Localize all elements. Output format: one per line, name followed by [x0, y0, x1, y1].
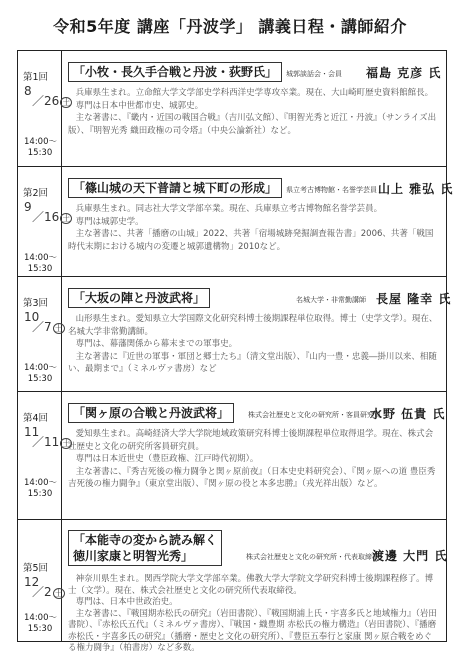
session-number: 第1回: [23, 72, 49, 83]
lecturer-bio: [68, 428, 440, 491]
bio-paragraph: 兵庫県生まれ。同志社大学文学部卒業。現在、兵庫県立考古博物館名誉学芸員。: [75, 204, 383, 214]
bio-paragraph: 主な著書に、『秀吉死後の権力闘争と関ヶ原前夜』（日本史史料研究会）、『関ヶ原への道 豊臣秀吉死後の権力闘争』（東京堂出版）、『関ヶ原の役と本多忠勝』（戎光祥出版）など。: [68, 466, 436, 489]
lecturer-bio: [68, 203, 440, 253]
date-cell: [18, 277, 62, 391]
date-cell: [18, 520, 62, 641]
date-cell: [18, 51, 71, 166]
bio-paragraph: 主な著書に、『畿内・近国の戦国合戦』（吉川弘文館）、『明智光秀と近江・丹波』（サンライズ出版）、『明智光秀 織田政権の司令塔』（中央公論新社）など。: [68, 113, 437, 136]
weekday: 土: [54, 589, 63, 598]
weekday: 土: [62, 214, 71, 223]
date-cell: [18, 167, 71, 276]
lecturer-bio: [68, 313, 440, 376]
lecture-row-2: [18, 166, 454, 276]
lecture-row-3: [18, 276, 452, 391]
lecturer-name: 長屋 隆幸 氏: [376, 292, 452, 306]
lecture-title: 「関ヶ原の合戦と丹波武将」: [68, 403, 234, 423]
lecture-date: 10 ／7 土: [24, 310, 63, 334]
lecture-row-1: [18, 51, 446, 166]
lecturer-name: 渡邊 大門 氏: [372, 549, 448, 563]
month: 8: [24, 84, 32, 98]
weekday: 土: [62, 98, 71, 107]
day: 7: [44, 320, 52, 334]
bio-paragraph: 神奈川県生まれ。関西学院大学文学部卒業。佛教大学大学院文学研究科博士後期課程修了。博士（文学）。現在、株式会社歴史と文化の研究所代表取締役。: [68, 574, 434, 596]
lecturer-affiliation: 株式会社歴史と文化の研究所・代表取締役: [246, 553, 379, 561]
lecture-time: 14:00～ 15:30: [24, 363, 57, 384]
lecture-content: [68, 287, 452, 374]
lecture-time: 14:00～ 15:30: [24, 137, 57, 158]
lecturer-affiliation: 城郭談話会・会員: [286, 70, 342, 78]
lecture-content: [68, 177, 454, 252]
session-number: 第2回: [23, 188, 49, 199]
lecturer-name: 水野 伍貴 氏: [370, 407, 446, 421]
session-number: 第3回: [23, 298, 49, 309]
lecturer-affiliation: 株式会社歴史と文化の研究所・客員研究員: [248, 411, 381, 419]
bio-paragraph: 山形県生まれ。愛知県立大学国際文化研究科博士後期課程単位取得。博士（史学文学）。現在、名城大学非常勤講師。: [68, 314, 438, 337]
lecture-title: 「小牧・長久手合戦と丹波・荻野氏」: [68, 62, 282, 82]
month: 10: [24, 310, 40, 324]
lecture-row-4: [18, 391, 446, 519]
day: 26: [44, 94, 60, 108]
schedule-table: [17, 50, 454, 653]
lecture-content: [68, 402, 446, 489]
lecture-title: 「篠山城の天下普請と城下町の形成」: [68, 178, 282, 198]
month: 11: [24, 425, 40, 439]
lecture-content: [68, 530, 448, 653]
session-number: 第5回: [23, 563, 49, 574]
bio-paragraph: 主な著書に、共著「播磨の山城」2022、共著「宿場城跡発掘調査報告書」2006、共著「戦国時代末期における城内の変遷と城郭遺構物」2010など。: [68, 229, 434, 252]
weekday: 土: [62, 439, 71, 448]
bio-paragraph: 専門は、幕藩関係から幕末までの軍事史。: [75, 339, 238, 349]
lecture-title: 「本能寺の変から読み解く 徳川家康と明智光秀」: [68, 530, 222, 566]
lecture-date: 12 ／2 土: [24, 575, 63, 599]
date-cell: [18, 392, 71, 519]
lecturer-bio: [68, 574, 440, 655]
lecture-date: 8 ／26 土: [24, 84, 71, 108]
lecturer-name: 山上 雅弘 氏: [378, 182, 454, 196]
bio-paragraph: 専門は日本近世史（豊臣政権、江戸時代初期）。: [75, 454, 259, 464]
lecturer-name: 福島 克彦 氏: [366, 66, 442, 80]
bio-paragraph: 専門は、日本中世政治史。: [75, 597, 178, 607]
bio-paragraph: 専門は城郭史学。: [75, 216, 144, 227]
bio-paragraph: 兵庫県生まれ。立命館大学文学部史学科西洋史学専攻卒業。現在、大山崎町歴史資料館館長。: [75, 88, 434, 98]
day: 2: [44, 585, 52, 599]
bio-paragraph: 主な著書に『近世の軍事・軍団と郷士たち』（清文堂出版）、『山内一豊・忠義―掛川以来、相随い、最期まで』（ミネルヴァ書房）など: [68, 351, 437, 374]
bio-paragraph: 愛知県生まれ。高崎経済大学大学院地域政策研究科博士後期課程単位取得退学。現在、株式会社歴史と文化の研究所客員研究員。: [68, 429, 434, 452]
weekday: 土: [54, 324, 63, 333]
lecture-row-5: [18, 519, 448, 653]
month: 9: [24, 200, 32, 214]
lecturer-affiliation: 名城大学・非常勤講師: [296, 296, 366, 304]
lecture-time: 14:00～ 15:30: [24, 253, 57, 274]
bio-paragraph: 専門は日本中世都市史、城郭史。: [75, 100, 204, 111]
lecture-title: 「大坂の陣と丹波武将」: [68, 288, 210, 308]
day: 11: [44, 435, 60, 449]
lecture-time: 14:00～ 15:30: [24, 478, 57, 499]
lecture-time: 14:00～ 15:30: [24, 613, 57, 634]
session-number: 第4回: [23, 413, 49, 424]
bio-paragraph: 主な著書に、『戦国期赤松氏の研究』（岩田書院）、『戦国期浦上氏・宇喜多氏と地域権力』（岩田書院）、『赤松氏五代』（ミネルヴァ書房）、『戦国・織豊期 赤松氏の権力構造』（岩田書院）、『播磨 赤松氏・宇喜多氏の研究』（播磨・歴史と文化の研究所）、『豊臣五奉行と家康 関ヶ原合戦をめぐる権力闘争』（柏書房）など多数。: [68, 608, 437, 653]
lecture-date: 11 ／11 土: [24, 425, 71, 449]
lecture-date: 9 ／16 土: [24, 200, 71, 224]
day: 16: [44, 210, 60, 224]
lecturer-bio: [68, 87, 440, 137]
lecturer-affiliation: 県立考古博物館・名誉学芸員: [286, 186, 377, 194]
page-title: 令和5年度 講座「丹波学」 講義日程・講師紹介: [53, 17, 407, 36]
month: 12: [24, 575, 40, 589]
lecture-content: [68, 61, 442, 136]
